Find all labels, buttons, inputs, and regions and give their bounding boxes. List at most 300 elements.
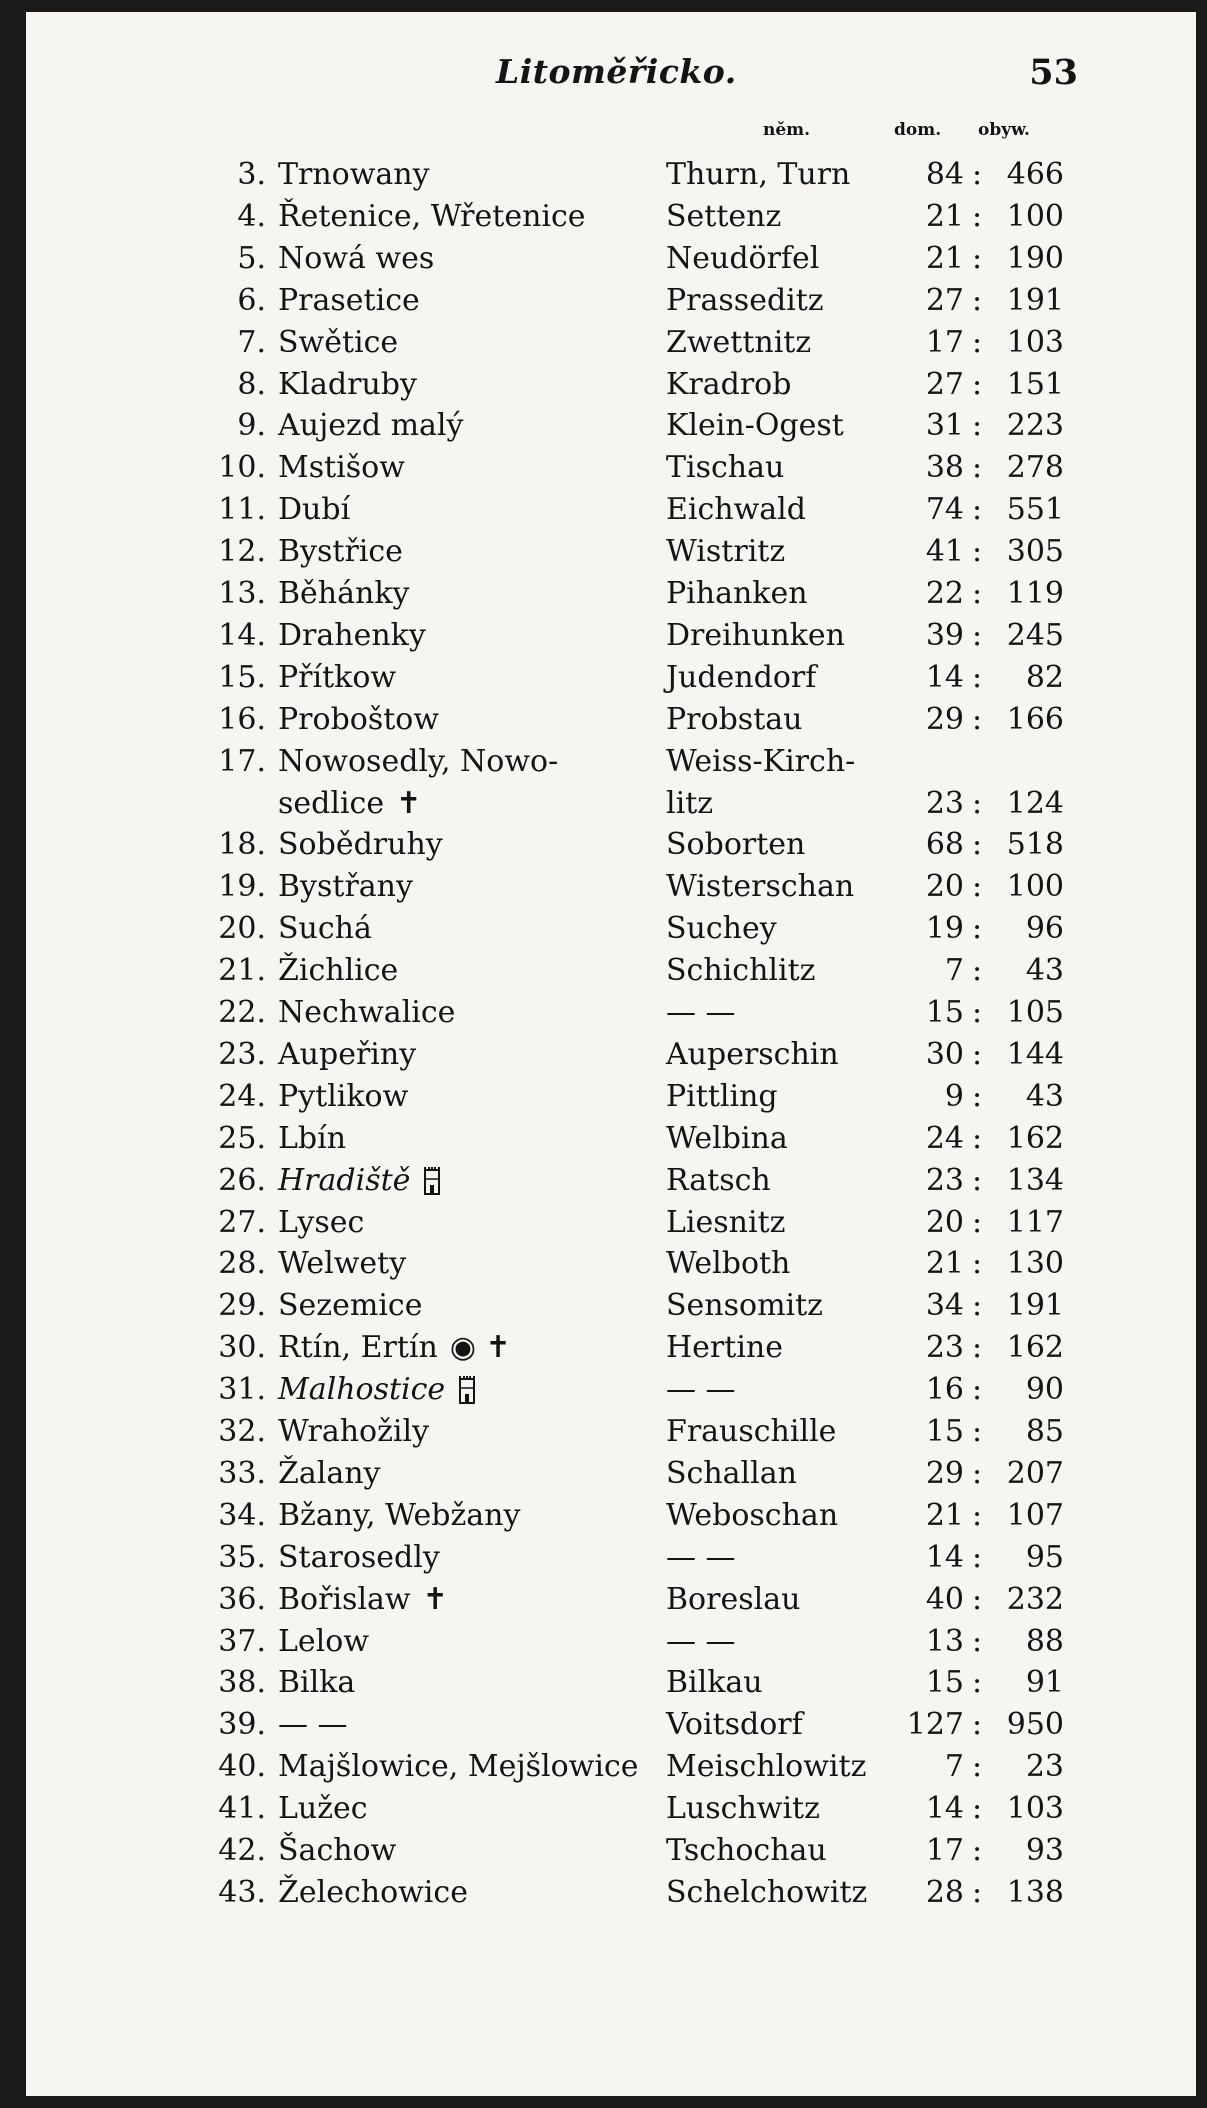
table-row <box>26 1662 1196 1704</box>
ratio-colon: : <box>971 157 983 192</box>
population-count: 93 <box>1025 1833 1064 1868</box>
row-number: 36. <box>218 1581 266 1617</box>
czech-name: Bystřany <box>278 869 413 905</box>
ratio-colon: : <box>971 1288 983 1324</box>
table-row <box>26 573 1196 615</box>
german-name: Auperschin <box>666 1036 839 1072</box>
ratio-colon: : <box>971 534 983 570</box>
czech-name: Bořislaw ✝ <box>278 1579 448 1621</box>
page-header <box>26 52 1196 102</box>
row-number: 30. <box>218 1330 266 1366</box>
house-count: 21 <box>925 1246 964 1282</box>
czech-name: sedlice ✝ <box>278 783 421 825</box>
row-number: 16. <box>218 701 266 737</box>
german-name: Welboth <box>666 1246 791 1282</box>
german-name: Weboschan <box>666 1497 839 1533</box>
table-row <box>26 322 1196 364</box>
czech-name: Lysec <box>278 1204 365 1240</box>
table-row <box>26 1453 1196 1495</box>
population-count: 166 <box>1006 701 1064 737</box>
ratio-colon: : <box>971 1665 983 1701</box>
row-number: 35. <box>218 1539 266 1575</box>
table-row <box>26 1872 1196 1914</box>
house-count: 34 <box>925 1288 964 1324</box>
population-count: 518 <box>1006 827 1064 863</box>
row-number: 14. <box>218 617 266 653</box>
population-count: 105 <box>1006 995 1064 1030</box>
house-count: 14 <box>925 1791 964 1827</box>
czech-name: Prasetice <box>278 282 420 318</box>
house-count: 14 <box>925 659 964 695</box>
table-row <box>26 866 1196 908</box>
czech-name: Majšlowice, Mejšlowice <box>278 1749 639 1785</box>
ratio-colon: : <box>971 198 983 234</box>
ratio-colon: : <box>971 324 983 360</box>
population-count: 107 <box>1006 1497 1064 1533</box>
czech-name: Aupeřiny <box>278 1036 417 1072</box>
house-count: 17 <box>925 324 964 360</box>
house-count: 21 <box>925 198 964 234</box>
row-number: 43. <box>218 1874 266 1910</box>
row-number: 19. <box>218 869 266 905</box>
population-count: 278 <box>1006 450 1064 486</box>
house-count: 7 <box>944 953 964 989</box>
row-number: 29. <box>218 1288 266 1324</box>
ratio-colon: : <box>971 492 983 528</box>
population-count: 466 <box>1006 157 1064 192</box>
german-name: Wistritz <box>666 534 786 570</box>
german-name: Luschwitz <box>666 1791 820 1827</box>
row-number: 37. <box>218 1623 266 1659</box>
ratio-colon: : <box>971 408 983 444</box>
house-count: 40 <box>925 1581 964 1617</box>
row-number: 23. <box>218 1036 266 1072</box>
table-row <box>26 1160 1196 1202</box>
table-row <box>26 1243 1196 1285</box>
row-number: 7. <box>237 324 266 360</box>
house-count: 22 <box>925 576 964 611</box>
table-row <box>26 1579 1196 1621</box>
ratio-colon: : <box>971 617 983 653</box>
house-count: 14 <box>925 1539 964 1575</box>
czech-name: Starosedly <box>278 1539 440 1575</box>
population-count: 90 <box>1025 1372 1064 1408</box>
table-row <box>26 992 1196 1034</box>
ratio-colon: : <box>971 1455 983 1491</box>
population-count: 162 <box>1006 1120 1064 1156</box>
house-count: 19 <box>925 911 964 947</box>
table-row <box>26 531 1196 573</box>
house-count: 9 <box>944 1078 964 1114</box>
row-number: 10. <box>218 450 266 486</box>
house-count: 23 <box>925 785 964 821</box>
house-count: 27 <box>925 282 964 318</box>
row-number: 13. <box>218 576 266 611</box>
population-count: 190 <box>1006 240 1064 276</box>
table-row <box>26 1202 1196 1244</box>
ratio-colon: : <box>971 869 983 905</box>
german-name: Meischlowitz <box>666 1749 867 1785</box>
table-row <box>26 1537 1196 1579</box>
czech-name: Wrahožily <box>278 1414 430 1449</box>
german-name: Ratsch <box>666 1162 771 1198</box>
table-row <box>26 615 1196 657</box>
column-headings <box>26 120 1196 150</box>
house-count: 15 <box>925 1665 964 1701</box>
house-count: 15 <box>925 1414 964 1449</box>
table-row <box>26 1746 1196 1788</box>
table-row <box>26 1830 1196 1872</box>
czech-name: Trnowany <box>278 157 430 192</box>
table-row <box>26 1285 1196 1327</box>
ratio-colon: : <box>971 1372 983 1408</box>
row-number: 25. <box>218 1120 266 1156</box>
czech-name: Želechowice <box>278 1874 468 1910</box>
house-count: 39 <box>925 617 964 653</box>
german-name: Pittling <box>666 1078 778 1114</box>
row-number: 20. <box>218 911 266 947</box>
row-number: 26. <box>218 1162 266 1198</box>
ratio-colon: : <box>971 1246 983 1282</box>
german-name: Wisterschan <box>666 869 855 905</box>
czech-name: Řetenice, Wřetenice <box>278 198 586 234</box>
population-count: 124 <box>1006 785 1064 821</box>
german-name: litz <box>666 785 714 821</box>
ratio-colon: : <box>971 1414 983 1449</box>
table-row <box>26 783 1196 825</box>
row-number: 22. <box>218 995 266 1030</box>
house-count: 28 <box>925 1874 964 1910</box>
population-count: 95 <box>1025 1539 1064 1575</box>
row-number: 38. <box>218 1665 266 1701</box>
castle-icon <box>422 1166 442 1196</box>
german-name: Suchey <box>666 911 777 947</box>
german-name: Schichlitz <box>666 953 816 989</box>
czech-name: Pytlikow <box>278 1078 409 1114</box>
table-row <box>26 1369 1196 1411</box>
ratio-colon: : <box>971 1120 983 1156</box>
ratio-colon: : <box>971 1036 983 1072</box>
population-count: 85 <box>1025 1414 1064 1449</box>
population-count: 138 <box>1006 1874 1064 1910</box>
population-count: 130 <box>1006 1246 1064 1282</box>
czech-name: Nowá wes <box>278 240 435 276</box>
czech-name: Žalany <box>278 1455 381 1491</box>
house-count: 38 <box>925 450 964 486</box>
table-row <box>26 1034 1196 1076</box>
ratio-colon: : <box>971 1497 983 1533</box>
castle-mark <box>422 1160 442 1202</box>
population-count: 96 <box>1025 911 1064 947</box>
row-number: 27. <box>218 1204 266 1240</box>
house-count: 68 <box>925 827 964 863</box>
row-number: 33. <box>218 1455 266 1491</box>
population-count: 43 <box>1025 953 1064 989</box>
czech-name: Drahenky <box>278 617 426 653</box>
population-count: 103 <box>1006 324 1064 360</box>
german-name: Welbina <box>666 1120 788 1156</box>
ratio-colon: : <box>971 1707 983 1743</box>
population-count: 91 <box>1025 1665 1064 1701</box>
german-name: Judendorf <box>666 659 817 695</box>
ratio-colon: : <box>971 1204 983 1240</box>
czech-name: Proboštow <box>278 701 440 737</box>
symbol-mark: ◉ ✝ <box>449 1330 511 1366</box>
table-row <box>26 364 1196 406</box>
german-name: Pihanken <box>666 576 808 611</box>
german-name: Eichwald <box>666 492 806 528</box>
table-row <box>26 1118 1196 1160</box>
houses-heading: dom. <box>894 120 942 140</box>
population-count: 162 <box>1006 1330 1064 1366</box>
german-name: Zwettnitz <box>666 324 812 360</box>
population-count: 950 <box>1006 1707 1064 1743</box>
table-row <box>26 1788 1196 1830</box>
house-count: 27 <box>925 366 964 402</box>
ratio-colon: : <box>971 450 983 486</box>
population-count: 232 <box>1006 1581 1064 1617</box>
german-name: Tischau <box>666 450 785 486</box>
german-name: Kradrob <box>666 366 792 402</box>
german-name: Klein-Ogest <box>666 408 844 444</box>
population-heading: obyw. <box>978 120 1030 140</box>
ratio-colon: : <box>971 576 983 611</box>
ratio-colon: : <box>971 1874 983 1910</box>
population-count: 305 <box>1006 534 1064 570</box>
house-count: 21 <box>925 1497 964 1533</box>
czech-name: Šachow <box>278 1833 397 1868</box>
german-name: — — <box>666 1372 736 1408</box>
czech-name: Bilka <box>278 1665 356 1701</box>
house-count: 7 <box>944 1749 964 1785</box>
house-count: 74 <box>925 492 964 528</box>
house-count: 31 <box>925 408 964 444</box>
running-title: Litoměřicko. <box>496 52 737 91</box>
czech-name: Swětice <box>278 324 399 360</box>
row-number: 39. <box>218 1707 266 1743</box>
czech-name: Kladruby <box>278 366 417 402</box>
czech-name: Mstišow <box>278 450 405 486</box>
house-count: 20 <box>925 1204 964 1240</box>
row-number: 18. <box>218 827 266 863</box>
czech-name: Sezemice <box>278 1288 423 1324</box>
czech-name: Aujezd malý <box>278 408 464 444</box>
ratio-colon: : <box>971 953 983 989</box>
ratio-colon: : <box>971 995 983 1030</box>
row-number: 41. <box>218 1791 266 1827</box>
house-count: 21 <box>925 240 964 276</box>
table-row <box>26 1411 1196 1453</box>
house-count: 29 <box>925 1455 964 1491</box>
castle-icon <box>457 1375 477 1405</box>
ratio-colon: : <box>971 1791 983 1827</box>
row-number: 15. <box>218 659 266 695</box>
german-name: Soborten <box>666 827 806 863</box>
german-name: Schallan <box>666 1455 797 1491</box>
house-count: 15 <box>925 995 964 1030</box>
row-number: 21. <box>218 953 266 989</box>
german-name: Bilkau <box>666 1665 763 1701</box>
population-count: 191 <box>1006 282 1064 318</box>
german-name: Frauschille <box>666 1414 837 1449</box>
population-count: 551 <box>1006 492 1064 528</box>
german-name: Weiss-Kirch- <box>666 743 856 779</box>
czech-name: Nowosedly, Nowo- <box>278 743 559 779</box>
german-name: Tschochau <box>666 1833 827 1868</box>
row-number: 6. <box>237 282 266 318</box>
ratio-colon: : <box>971 1078 983 1114</box>
population-count: 134 <box>1006 1162 1064 1198</box>
population-count: 223 <box>1006 408 1064 444</box>
house-count: 16 <box>925 1372 964 1408</box>
czech-name: Malhostice <box>278 1369 477 1411</box>
table-row <box>26 908 1196 950</box>
czech-name: Žichlice <box>278 953 399 989</box>
german-name: Prasseditz <box>666 282 824 318</box>
czech-name: Dubí <box>278 492 351 528</box>
population-count: 144 <box>1006 1036 1064 1072</box>
house-count: 127 <box>906 1707 964 1743</box>
house-count: 29 <box>925 701 964 737</box>
house-count: 17 <box>925 1833 964 1868</box>
czech-name: Přítkow <box>278 659 397 695</box>
german-name: Liesnitz <box>666 1204 786 1240</box>
ratio-colon: : <box>971 1833 983 1868</box>
czech-name: Nechwalice <box>278 995 456 1030</box>
row-number: 28. <box>218 1246 266 1282</box>
german-name: — — <box>666 1539 736 1575</box>
table-row <box>26 950 1196 992</box>
page-number: 53 <box>1029 52 1078 93</box>
row-number: 9. <box>237 408 266 444</box>
house-count: 13 <box>925 1623 964 1659</box>
row-number: 12. <box>218 534 266 570</box>
table-row <box>26 196 1196 238</box>
table-row <box>26 1076 1196 1118</box>
czech-name: — — <box>278 1707 348 1743</box>
german-name: Settenz <box>666 198 782 234</box>
population-count: 43 <box>1025 1078 1064 1114</box>
castle-mark <box>457 1369 477 1411</box>
book-page <box>26 12 1196 2096</box>
czech-name: Bžany, Webžany <box>278 1497 521 1533</box>
german-name: Schelchowitz <box>666 1874 868 1910</box>
population-count: 82 <box>1025 659 1064 695</box>
ratio-colon: : <box>971 1539 983 1575</box>
table-row <box>26 405 1196 447</box>
german-name: Voitsdorf <box>666 1707 803 1743</box>
house-count: 30 <box>925 1036 964 1072</box>
table-row <box>26 280 1196 322</box>
german-name: Thurn, Turn <box>666 157 851 192</box>
ratio-colon: : <box>971 1581 983 1617</box>
row-number: 4. <box>237 198 266 234</box>
population-count: 88 <box>1025 1623 1064 1659</box>
row-number: 24. <box>218 1078 266 1114</box>
czech-name: Suchá <box>278 911 372 947</box>
table-row <box>26 699 1196 741</box>
population-count: 191 <box>1006 1288 1064 1324</box>
population-count: 119 <box>1006 576 1064 611</box>
table-row <box>26 238 1196 280</box>
row-number: 3. <box>237 157 266 192</box>
table-row <box>26 1327 1196 1369</box>
czech-name: Lelow <box>278 1623 370 1659</box>
czech-name: Hradiště <box>278 1160 442 1202</box>
population-count: 117 <box>1006 1204 1064 1240</box>
house-count: 20 <box>925 869 964 905</box>
table-row <box>26 1495 1196 1537</box>
german-name: Hertine <box>666 1330 783 1366</box>
german-name: Sensomitz <box>666 1288 823 1324</box>
population-count: 245 <box>1006 617 1064 653</box>
german-name: Boreslau <box>666 1581 801 1617</box>
row-number: 8. <box>237 366 266 402</box>
row-number: 40. <box>218 1749 266 1785</box>
german-name: Probstau <box>666 701 803 737</box>
ratio-colon: : <box>971 1330 983 1366</box>
population-count: 103 <box>1006 1791 1064 1827</box>
czech-name: Rtín, Ertín ◉ ✝ <box>278 1327 511 1369</box>
population-count: 151 <box>1006 366 1064 402</box>
ratio-colon: : <box>971 366 983 402</box>
german-name-heading: něm. <box>763 120 811 140</box>
house-count: 23 <box>925 1330 964 1366</box>
house-count: 84 <box>925 157 964 192</box>
ratio-colon: : <box>971 1162 983 1198</box>
row-number: 42. <box>218 1833 266 1868</box>
table-row <box>26 154 1196 196</box>
czech-name: Sobědruhy <box>278 827 443 863</box>
table-row <box>26 1704 1196 1746</box>
symbol-mark: ✝ <box>422 1581 448 1617</box>
house-count: 23 <box>925 1162 964 1198</box>
german-name: — — <box>666 1623 736 1659</box>
czech-name: Lbín <box>278 1120 347 1156</box>
czech-name: Lužec <box>278 1791 368 1827</box>
ratio-colon: : <box>971 240 983 276</box>
population-count: 100 <box>1006 198 1064 234</box>
ratio-colon: : <box>971 659 983 695</box>
ratio-colon: : <box>971 701 983 737</box>
table-row <box>26 489 1196 531</box>
german-name: — — <box>666 995 736 1030</box>
german-name: Neudörfel <box>666 240 820 276</box>
ratio-colon: : <box>971 282 983 318</box>
population-count: 207 <box>1006 1455 1064 1491</box>
row-number: 11. <box>218 492 266 528</box>
row-number: 32. <box>218 1414 266 1449</box>
czech-name: Bystřice <box>278 534 403 570</box>
table-row <box>26 447 1196 489</box>
ratio-colon: : <box>971 785 983 821</box>
row-number: 31. <box>218 1372 266 1408</box>
table-row <box>26 824 1196 866</box>
ratio-colon: : <box>971 911 983 947</box>
ratio-colon: : <box>971 1623 983 1659</box>
ratio-colon: : <box>971 827 983 863</box>
population-count: 100 <box>1006 869 1064 905</box>
population-count: 23 <box>1025 1749 1064 1785</box>
ratio-colon: : <box>971 1749 983 1785</box>
german-name: Dreihunken <box>666 617 845 653</box>
house-count: 24 <box>925 1120 964 1156</box>
table-row <box>26 741 1196 783</box>
table-row <box>26 657 1196 699</box>
symbol-mark: ✝ <box>396 785 422 821</box>
row-number: 5. <box>237 240 266 276</box>
house-count: 41 <box>925 534 964 570</box>
